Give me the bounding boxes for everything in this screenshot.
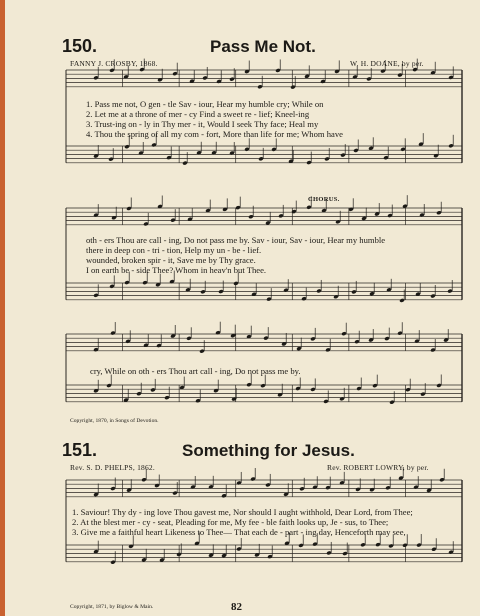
lyric-line: 1. Saviour! Thy dy - ing love Thou gavest me, Nor should I aught withhold, Dear Lord, from Thee;: [72, 507, 413, 517]
copyright-note: Copyright, 1870, in Songs of Devotion.: [70, 418, 159, 424]
lyric-line: oth - ers Thou are call - ing, Do not pass me by. Sav - iour, Sav - iour, Hear my humble: [86, 235, 386, 245]
hymn-number: 150.: [62, 36, 98, 56]
lyric-line: 2. At the blest mer - cy - seat, Pleading for me, My fee - ble faith looks up, Je - sus, to Thee;: [72, 517, 389, 527]
music-credit: Rev. ROBERT LOWRY, by per.: [327, 463, 429, 472]
words-credit: FANNY J. CROSBY, 1868.: [70, 59, 158, 68]
words-credit: Rev. S. D. PHELPS, 1862.: [70, 463, 155, 472]
chorus-label: CHORUS.: [308, 196, 340, 203]
lyric-line: I on earth be - side Thee? Whom in heav'n but Thee.: [86, 265, 267, 275]
lyric-line: wounded, broken spir - it, Save me by Thy grace.: [86, 255, 256, 265]
lyric-line: 3. Give me a faithful heart Likeness to Thee— That each de - part - ing day, Henceforth may see,: [72, 527, 406, 537]
hymn-title: Something for Jesus.: [182, 441, 355, 460]
lyric-line: cry, While on oth - ers Thou art call - ing, Do not pass me by.: [90, 366, 301, 376]
hymn-number: 151.: [62, 440, 98, 460]
hymn-title: Pass Me Not.: [210, 37, 316, 56]
lyric-line: 2. Let me at a throne of mer - cy Find a sweet re - lief; Kneel-ing: [86, 109, 310, 119]
page-number: 82: [231, 601, 242, 613]
lyric-line: 3. Trust-ing on - ly in Thy mer - it, Would I seek Thy face; Heal my: [86, 119, 319, 129]
lyric-line: there in deep con - tri - tion, Help my un - be - lief.: [86, 245, 262, 255]
lyric-line: 1. Pass me not, O gen - tle Sav - iour, Hear my humble cry; While on: [86, 99, 324, 109]
copyright-note: Copyright, 1871, by Biglow & Main.: [70, 604, 154, 610]
music-credit: W. H. DOANE, by per.: [350, 59, 424, 68]
lyric-line: 4. Thou the spring of all my com - fort, More than life for me; Whom have: [86, 129, 343, 139]
